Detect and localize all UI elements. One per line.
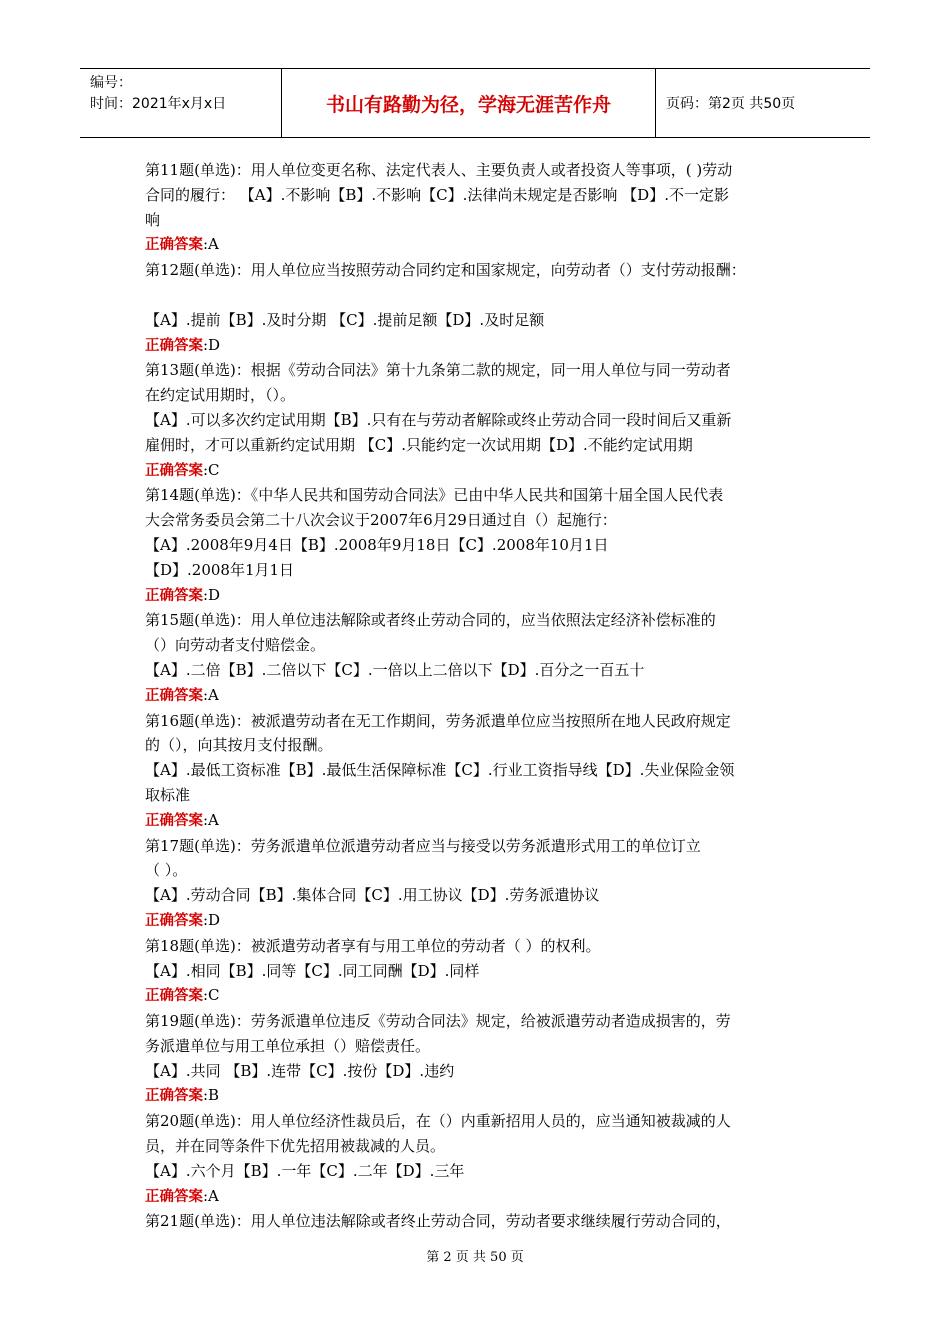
answer-label: 正确答案 (145, 337, 203, 354)
answer-label: 正确答案 (145, 988, 203, 1005)
question-text-line: 员，并在同等条件下优先招用被裁减的人员。 (145, 1137, 446, 1156)
question-text-line: 取标准 (145, 785, 191, 804)
answer-label: 正确答案 (145, 912, 203, 929)
question-text-line: 在约定试用期时，（）。 (145, 386, 296, 405)
question-text-line: 第16题(单选)：被派遣劳动者在无工作期间，劳务派遣单位应当按照所在地人民政府规定 (145, 711, 731, 730)
question-text-line: 第13题(单选)：根据《劳动合同法》第十九条第二款的规定，同一用人单位与同一劳动者 (145, 361, 731, 380)
answer-value: :B (203, 1086, 220, 1105)
answer-value: :A (203, 810, 219, 829)
question-text-line: （）向劳动者支付赔偿金。 (145, 636, 326, 655)
answer-label: 正确答案 (145, 687, 203, 704)
answer-line (145, 1083, 820, 1109)
answer-line (145, 583, 820, 609)
question-text-line: 第11题(单选)：用人单位变更名称、法定代表人、主要负责人或者投资人等事项，( )劳动 (145, 161, 733, 179)
document-number-label: 编号： (90, 75, 132, 91)
answer-line (145, 683, 820, 709)
blank-line (145, 283, 820, 308)
answer-value: :C (203, 460, 220, 479)
question-text-line: 【A】.二倍【B】.二倍以下【C】.一倍以上二倍以下【D】.百分之一百五十 (145, 660, 645, 679)
question-text-line: （ ）。 (145, 861, 188, 880)
answer-line (145, 232, 820, 258)
answer-value: :A (203, 685, 219, 704)
answer-line (145, 458, 820, 484)
answer-label: 正确答案 (145, 587, 203, 604)
answer-label: 正确答案 (145, 462, 203, 479)
answer-value: :D (203, 585, 221, 604)
question-text-line: 【A】.六个月【B】.一年【C】.二年【D】.三年 (145, 1161, 465, 1180)
answer-value: :D (203, 335, 221, 354)
answer-line (145, 908, 820, 934)
question-text-line: 大会常务委员会第二十八次会议于2007年6月29日通过自（）起施行： (145, 511, 617, 530)
question-text-line: 第21题(单选)：用人单位违法解除或者终止劳动合同，劳动者要求继续履行劳动合同的， (145, 1212, 731, 1231)
header-page-info: 页码：第2页 共50页 (666, 96, 796, 112)
question-text-line: 的（），向其按月支付报酬。 (145, 736, 333, 755)
question-text-line: 【D】.2008年1月1日 (145, 560, 295, 579)
question-text-line: 第17题(单选)：劳务派遣单位派遣劳动者应当与接受以劳务派遣形式用工的单位订立 (145, 836, 701, 855)
question-text-line: 【A】.劳动合同【B】.集体合同【C】.用工协议【D】.劳务派遣协议 (145, 886, 600, 905)
question-text-line: 第14题(单选)：《中华人民共和国劳动合同法》已由中华人民共和国第十届全国人民代表 (145, 486, 724, 505)
answer-line (145, 333, 820, 359)
question-text-line: 【A】.相同【B】.同等【C】.同工同酬【D】.同样 (145, 961, 480, 980)
answer-line (145, 983, 820, 1009)
question-text-line: 第15题(单选)：用人单位违法解除或者终止劳动合同的，应当依照法定经济补偿标准的 (145, 611, 716, 630)
question-text-line: 【A】.可以多次约定试用期【B】.只有在与劳动者解除或终止劳动合同一段时间后又重新 (145, 410, 732, 429)
answer-line (145, 808, 820, 834)
answer-value: :D (203, 910, 221, 929)
page-header (80, 68, 870, 138)
question-text-line: 【A】.共同 【B】.连带【C】.按份【D】.违约 (145, 1061, 455, 1080)
question-content (145, 158, 820, 1234)
question-text-line: 第12题(单选)：用人单位应当按照劳动合同约定和国家规定，向劳动者（）支付劳动报酬： (145, 261, 746, 280)
question-text-line: 【A】.最低工资标准【B】.最低生活保障标准【C】.行业工资指导线【D】.失业保险金领 (145, 761, 735, 780)
answer-label: 正确答案 (145, 1088, 203, 1105)
answer-label: 正确答案 (145, 1188, 203, 1205)
question-text-line: 【A】.2008年9月4日【B】.2008年9月18日【C】.2008年10月1日 (145, 535, 609, 554)
answer-value: :C (203, 986, 220, 1005)
answer-value: :A (203, 235, 219, 254)
header-motto: 书山有路勤为径，学海无涯苦作舟 (282, 69, 656, 137)
answer-label: 正确答案 (145, 237, 203, 254)
question-text-line: 响 (145, 210, 161, 229)
question-text-line: 合同的履行： 【A】.不影响【B】.不影响【C】.法律尚未规定是否影响 【D】.不一定影 (145, 185, 729, 204)
question-text-line: 第20题(单选)：用人单位经济性裁员后，在（）内重新招用人员的，应当通知被裁减的人 (145, 1112, 731, 1131)
answer-value: :A (203, 1186, 219, 1205)
question-text-line: 【A】.提前【B】.及时分期 【C】.提前足额【D】.及时足额 (145, 310, 545, 329)
document-time-label: 时间：2021年x月x日 (90, 96, 227, 112)
answer-label: 正确答案 (145, 812, 203, 829)
page-footer: 第 2 页 共 50 页 (426, 1250, 524, 1265)
question-text-line: 第18题(单选)：被派遣劳动者享有与用工单位的劳动者（ ）的权利。 (145, 936, 601, 955)
header-meta (80, 69, 282, 137)
answer-line (145, 1184, 820, 1210)
question-text-line: 第19题(单选)：劳务派遣单位违反《劳动合同法》规定，给被派遣劳动者造成损害的，劳 (145, 1012, 731, 1031)
question-text-line: 务派遣单位与用工单位承担（）赔偿责任。 (145, 1036, 431, 1055)
question-text-line: 雇佣时，才可以重新约定试用期 【C】.只能约定一次试用期【D】.不能约定试用期 (145, 435, 693, 454)
